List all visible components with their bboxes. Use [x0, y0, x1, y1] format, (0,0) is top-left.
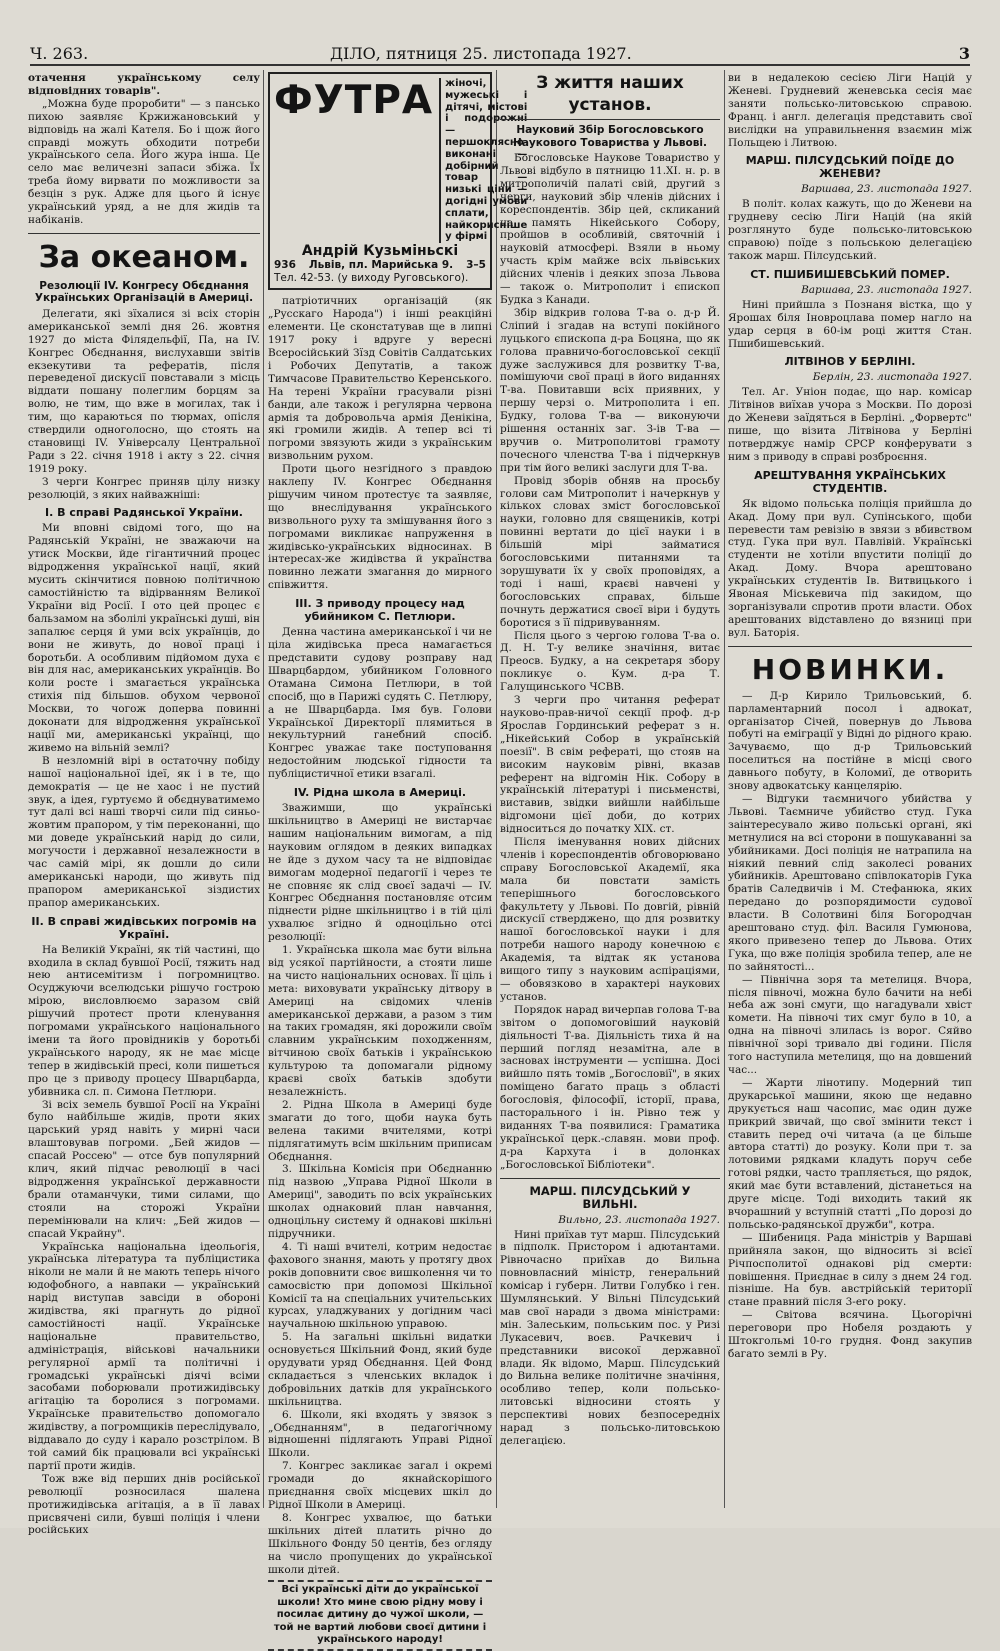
column-divider: [263, 70, 264, 1508]
ad-company-name: Андрій Кузьміньскі: [301, 243, 459, 260]
paragraph: 3. Шкільна Комісія при Обєднанню під назвою „Управа Рідної Школи в Америці", заводить по всіх українських школах однаковий план навчання, одноцільну систему й однакові шкільні підручники.: [268, 1163, 492, 1240]
news-item: — Шибениця. Рада міністрів у Варшаві прийняла закон, що відносить зі всієї Річпосполитої однакові рід смерти: повішення. Приєднає в силу з днем 24 год. пізніше. На був. австрійській території стане правний після 3-его року.: [728, 1231, 972, 1309]
news-title: СТ. ПШИБИШЕВСЬКИЙ ПОМЕР.: [750, 267, 950, 281]
paragraph: Як відомо польська поліція прийшла до Акад. Дому при вул. Супінського, щоби перевести там ревізію в звязи з вбивством студ. Гука при вул. Павлівій. Українські студенти не хотіли впустити поліції до Акад. Дому. Вчора арештовано українських студентів Ів. Витвицького і Явоная Міськевича під закидом, що зорганізували спротив проти власти. Обох арештованих відставлено до вязниці при вул. Баторія.: [728, 497, 972, 639]
paragraph: На Великій Україні, як тій частині, що входила в склад бувшої Росії, тяжить над нею антисемітизм і погромництво. Осуджуючи вселюдськи рішучо гострою мірою, висловлюємо заразом свій рішучий протест проти кленування погромами українського національного імени та його провідників у боротьбі українського народу, як не має місце тепер в жидівській пресі, коли пишеться про це з приводу процесу Шварцбарда, убивника сл. п. Симона Петлюри.: [28, 943, 260, 1098]
news-item: — Світова всячина. Цьогорічні переговори про Нобеля роздають у Штокгольмі 10-го грудня. Фонд закупив багато землі в Ру.: [728, 1309, 972, 1360]
ad-description: жіночі, мужеські і дітячі, містові і подорожні — першоклясно виконані — добірний товар — низькі ціни — догідні умови сплати, найкорисніше у фірмі: [445, 78, 528, 243]
page-number: 3: [958, 44, 970, 63]
masthead: ДІЛО, пятниця 25. листопада 1927.: [330, 44, 632, 63]
column-3: [500, 72, 720, 1506]
news-title: МАРШ. ПІЛСУДСЬКИЙ ПОЇДЕ ДО ЖЕНЕВИ?: [745, 154, 955, 181]
ad-address: Львів, пл. Марийська 9.: [308, 259, 454, 272]
news-item: — Д-р Кирило Трильовський, б. парламентарний посол і адвокат, організатор Січей, повернув до Львова побуті на еміграції у Відні до рідного краю. Зачуваємо, що д-р Трильовський поселиться на постійне в місці свого давнього побуту, в Коломиї, де отворить знову адвокатську канцелярію.: [728, 689, 972, 793]
paragraph: З черги про читання реферат науково-прав-ничої секції проф. д-р Ярослав Гординський реферат з н. „Нікейський Собор в українській поезії". В свім рефераті, що стояв на високим науковім рівні, вказав референт на відгомін Нік. Собору в українській літературі і письменстві, виставив, звідки вийшли найбільше відгомони цієї доби, до котрих відноситься до початку XIX. ст.: [500, 694, 720, 836]
column-divider: [496, 70, 497, 1508]
dateline: Варшава, 23. листопада 1927.: [801, 183, 972, 196]
column-divider: [724, 70, 725, 1508]
paragraph: Українська національна ідеольогія, українська література та публіцистика ніколи не мали й не мають теперь нічого юдофобного, а навпаки — український нарід виступав завсіди в обороні жидівства, які прагнуть до рідної самостійності нації. Українське національне правительство, адміністрація, військові начальники регулярної армії та політичні і громадські українські діячі всіми засобами поборювали протижидівську агітацію та боролися з погромами. Українське правительство допомогало жидівству, а погромщиків переслідувало, віддавало до суду і карало розстрілом. В той самий бік працювали всі українські партії проти жидів.: [28, 1240, 260, 1472]
dateline: Вильно, 23. листопада 1927.: [558, 1213, 720, 1226]
paragraph: З черги Конгрес приняв цілу низку резолюцій, з яких найважніші:: [28, 475, 260, 501]
paragraph: Після іменування нових дійсних членів і кореспондентів обговорювано справу Богословської Академії, яка мала би повстати замість теперішнього богословського факультету у Львові. По довгій, рівній дискусії стверджено, що для розвитку нашої богословської науки і для потреби нашого народу конечною є Академія, та відтак як установа вищого типу з науковим аспіраціями, — обовязково в характері наукових установ.: [500, 836, 720, 1003]
article-subtitle: Науковий Збір Богословського Наукового Товариства у Львові.: [513, 124, 707, 149]
news-title: МАРШ. ПІЛСУДСЬКИЙ У ВИЛЬНІ.: [529, 1183, 691, 1211]
paragraph: 2. Рідна Школа в Америці буде змагати до того, щоби наука буть велена такими вчителями, котрі підлягатимуть всім шкільним приписам Обєднання.: [268, 1098, 492, 1163]
paragraph: Провід зборів обняв на просьбу голови сам Митрополит і начеркнув у кількох словах зміст богословської науки, головно для священиків, котрі повинні вертати до цієї науки і в більшій мірі займатися богословськими питаннями та зорушувати їх у своїх проповідях, а тоді і наші, краєві навчені у богословських справах, більше почнуть держатися своєї віри і будуть боротися з її підривуванням.: [500, 474, 720, 629]
article-title: За океаном.: [38, 239, 250, 275]
divider: [728, 646, 972, 647]
section-heading: I. В справі Радянської України.: [45, 506, 243, 520]
paragraph: Богословське Наукове Товариство у Львові відбуло в пятницю 11.XI. н. р. в митрополичій палаті свій, другий з черги, науковий збір членів дійсних і кореспондентів. Збір цей, скликаний на память Нікейського Собору, пройшов в особливій, святочній і науковій атмосфері. Взяли в ньому участь крім майже всіх львівських дійсних членів і деяких зпоза Львова — також о. Митрополит і єпископ Будка з Канади.: [500, 152, 720, 306]
issue-number: Ч. 263.: [30, 44, 89, 63]
section-heading: III. З приводу процесу над убийником С. Петлюри.: [295, 597, 465, 624]
news-item: — Жарти лінотипу. Модерний тип друкарської машини, якою ще недавно друкується наш часопис, має один дуже прикрий звичай, що свої змінити текст і ставить перед очі читача (а це більше автора статті) до розуку. Коли при т. за лотовими рядками кладуть поруч себе готові рядки, часто трапляється, що рядок, який має бути вставлений, дістанеться на друге місце. Тоді виходить такий як вчорашний у вступній статті „По дорозі до польсько-радянської дружби", котра.: [728, 1076, 972, 1231]
article-title: З життя наших установ.: [500, 72, 720, 120]
paragraph: Нині приїхав тут марш. Пілсудський в підполк. Пристором і адютантами. Рівночасно приїхав до Вильна повновласний міністр, генеральний комісар і губерн. Литви Голубко і ген. Шумлянський. У Вільні Пілсудський мав свої наради з двома міністрами: мін. Залеським, польським пос. у Ризі Лукасевич, воєв. Рачкевич і представники високої державної влади. Як відомо, Марш. Пілсудський до Вильна велике політичне значіння, особливо тепер, коли польсько-литовські відносини стоять у перспективі нових безпосередніх нарад з польсько-литовською делегацією.: [500, 1228, 720, 1447]
ad-mark: 3–5: [466, 259, 486, 272]
paragraph: Після цього з чергою голова Т-ва о. Д. Н. Т-у велике значіння, витає Преосв. Будку, а на секретаря збору покликує о. Кум. д-ра Т. Галущинського ЧСВВ.: [500, 629, 720, 694]
page-header: [30, 42, 970, 66]
section-title-news: НОВИНКИ.: [751, 652, 949, 686]
paragraph: „Можна буде проробити" — з пансько пихою заявляє Кржижановський у відповідь на жалі Кателя. Бо і щож його справді можуть обходити потреби українського села. Його жура інша. Це село має величезні запаси збіжа. Їх треба йому вирвати по можливости за безцін з рук. Адже для цього й існує український уряд, а не для жидів та набіканів.: [28, 97, 260, 226]
paragraph: патріотичних організацій (як „Русскаго Народа") і інші реакційні елементи. Це сконстатував ще в липні 1917 року і вдруге у вересні Всеросійський Зїзд Совітів Салдатських і Робочих Депутатів, а також Тимчасове Правительство Керенського. На терені України грасували різні банди, але також і регулярна червона армія та добровольча армія Денікіна, які громили жидів. А тепер всі ті погроми звязують жиди з українським визвольним рухом.: [268, 295, 492, 463]
news-item: — Відгуки таємничого убийства у Львові. Таємниче убийство студ. Гука заінтересувало живо польські органі, які метнулися на всі сторони в пошукаванні за убийниками. Досі поліція не натрапила на ніякий певний слід заколесі рованих убийників. Арештовано співлокаторів Гука братів Саледвичів і М. Стефанюка, яких передано до розпорядимости судової власти. В Солотвині біля Богородчан арештовано студ. філ. Василя Гумюнова, якого привезено тепер до Львова. Отих Гука, що вже поліція зробила тепер, але не по зайнятості...: [728, 792, 972, 973]
paragraph: Зважимши, що українські шкільництво в Америці не вистарчає нашим національним вимогам, а під науковим оглядом в деяких випадках не йде з духом часу та не відповідає вимогам модерної педагогії і через те не сповняє як слід своєї задачі — IV. Конгрес Обєднання постановляє отсим піднести рідне шкільництво і в тій цілі ухвалює згідно й одноцільно отсі резолюції:: [268, 802, 492, 944]
fur-advertisement: [268, 72, 528, 290]
paragraph: 6. Школи, які входять у звязок з „Обєднанням", в педагогічному відношенні підлягають Управі Рідної Школи.: [268, 1408, 492, 1460]
news-title: ЛІТВІНОВ У БЕРЛІНІ.: [784, 355, 916, 369]
paragraph: Денна частина американської і чи не ціла жидівська преса намагається представити судову розправу над Шварцбардом, убийником Головного Отамана Симона Петлюри, в той спосіб, що в Парижі судять С. Петлюру, а не Шварцбарда. Імя був. Голови Української Директорії плямиться в некультурний ганебний спосіб. Конгрес уважає таке поступовання недостойним людської гідности та публіцистичної етики взагалі.: [268, 626, 492, 781]
paragraph: 4. Ті наші вчителі, котрим недостає фахового знання, мають у протягу двох років доповнити своє вишколення чи то самосвістю при допомозі Шкільної Комісії та на спеціальних учительських курсах, уладжуваних у догідним часі научальною шкільною управою.: [268, 1240, 492, 1331]
news-title: АРЕШТУВАННЯ УКРАЇНСЬКИХ СТУДЕНТІВ.: [754, 468, 946, 495]
ad-phone: Тел. 42-53. (у виходу Руговського).: [274, 271, 469, 284]
paragraph: Тел. Аг. Уніон подає, що нар. комісар Літвінов виїхав учора з Москви. По дорозі до Женеви заїдяться в Берліні. „Форвертс" пише, що візита Літвінова у Берліні потверджує намір СРСР конферувати з ним з приводу в справі розброєння.: [728, 386, 972, 463]
paragraph: В незломній вірі в остаточну побіду нашої національної ідеї, як і в те, що демократія — це не хаос і не пустий звук, а ідея, гуртуємо й обєднуватимемо тут далі всі наші творчі сили під синьо-жовтим прапором, у тім переконанні, що ми доведе український нарід до сили, могучости і державної незалежности в час самій мірі, як дошли до сили американські народи, що живуть під прапором американської зіздистих прапор американських.: [28, 754, 260, 909]
paragraph: Тож вже від перших днів російської революції розносилася шалена протижидівська агітація, а в її лавах присвячені сили, бувші поліція і члени російських: [28, 1472, 260, 1537]
paragraph: 7. Конгрес закликає загал і окремі громади до якнайскорішого приєднання своїх місцевих шкіл до Рідної Школи в Америці.: [268, 1460, 492, 1511]
column-4: [728, 72, 972, 1506]
paragraph: ви в недалекою сесією Ліги Націй у Женеві. Грудневий женевська сесія має заняти польсько-литовською справою. Франц. і англ. делегація представить свої вислідки на управильнення взаємин між Польщею і Литвою.: [728, 72, 972, 149]
paragraph: 1. Українська школа має бути вільна від усякої партійности, а стояти лише на чисто національних основах. Її ціль і мета: виховувати українську дітвору в Америці на свідомих членів американської держави, а разом з тим на таких громадян, які дорожили своїм славним українським походженням, вітчиною своїх батьків і українською культурою та допомагали рідному краєві своїх батьків здобути незалежність.: [268, 944, 492, 1098]
article-tail: отачення українському селу відповідних товарів".: [28, 72, 260, 97]
ad-number: 936: [274, 259, 296, 272]
paragraph: 8. Конгрес ухвалює, що батьки шкільних дітей платить річно до Шкільного Фонду 50 центів, без огляду на число пропущених до української школи дітей.: [268, 1511, 492, 1576]
paragraph: Зі всіх земель бувшої Росії на Україні було найбільше жидів, проти яких царський уряд навіть у мирні часи влаштовував погроми. „Бей жидов — спасай Россею" — отсе був популярний клич, який підчас революції в часі відродження української державности брали отаманчуки, тими силами, що стояли на сторожі України перемінювали на клич: „Бей жидов — спасай Украйну".: [28, 1098, 260, 1240]
paragraph: Порядок нарад вичерпав голова Т-ва звітом о допомоговіший науковій діяльності Т-ва. Діяльність тиха й на перший погляд незамітна, але в засновах інструменти — успішна. Досі вийшло пять томів „Богословії", в яких поміщено багато праць з області богословія, філософії, історії, права, пасторального і ін. Рівно теж у виданнях Т-ва появилися: Граматика української церк.-славян. мови проф. д-ра Кархута і в долонках „Богословської Бібліотеки".: [500, 1003, 720, 1171]
ad-headline: ФУТРА: [274, 78, 441, 243]
divider: [28, 233, 260, 234]
paragraph: 5. На загальні шкільні видатки основується Шкільний Фонд, який буде орудувати уряд Обєднання. Цей Фонд складається з членських вкладок і добровільних датків для українського шкільництва.: [268, 1331, 492, 1408]
section-heading: II. В справі жидівських погромів на Україні.: [31, 914, 257, 941]
dateline: Варшава, 23. листопада 1927.: [801, 283, 972, 296]
paragraph: Збір відкрив голова Т-ва о. д-р Й. Сліпий і згадав на вступі покійного луцького єпископа д-ра Боцяна, що як голова правничо-богословської секції дуже заслужився для розвитку Т-ва, помішуючи свої праці в його виданнях Т-ва. Повитавши всіх приявних, у першу черзі о. Митрополита і еп. Будку, голова Т-ва — виконуючи рішення останніх заг. З-ів Т-ва — вручив о. Митрополитові грамоту почесного членства Т-ва і підчеркнув при тім його великі заслуги для Т-ва.: [500, 306, 720, 474]
section-heading: IV. Рідна школа в Америці.: [293, 786, 467, 800]
paragraph: Делегати, які зїхалися зі всіх сторін американської землі дня 26. жовтня 1927 до міста Філядельфії, Па, на IV. Конгрес Обєднання, вислухавши звітів екзекутиви та рефератів, після переведеної дискусії повставали з місць віддати пошану полеглим борцям за волю, не тим, що вже в могилах, так і тим, що караються по тюрмах, опісля ствердили одноголосно, що стоять на становищі IV. Універсалу Центральної Ради з 22. січня 1918 і акту з 22. січня 1919 року.: [28, 307, 260, 475]
column-1: [28, 72, 260, 1537]
paragraph: Нині прийшла з Познаня вістка, що у Ярошах біля Іновроцлава помер нагло на удар серця в 60-ім році життя Стан. Пшибишевський.: [728, 298, 972, 350]
article-subtitle: Резолюції IV. Конгресу Обєднання Українських Організацій в Америці.: [34, 279, 254, 305]
school-appeal-box: Всі українські діти до української школи! Хто мине свою рідну мову і посилає дитину до чужої школи, — той не вартий любови своєї дитини і українського народу!: [268, 1580, 492, 1651]
divider: [500, 1178, 720, 1179]
paragraph: Проти цього незгідного з правдою наклепу IV. Конгрес Обєднання рішучим чином протестує та заявляє, що внеслідування українського визвольного руху та змішування його з погромами викликає напруження в жидівсько-українських відносинах. В інтересах-же жидівства й українства повинно лежати змагання до мирного співжиття.: [268, 463, 492, 592]
column-2: [268, 72, 528, 1646]
paragraph: В політ. колах кажуть, що до Женеви на грудневу сесію Ліги Націй (на якій розглянуто буде польсько-литовською справою) поїде з польською делегацією також марш. Пілсудський.: [728, 198, 972, 262]
dateline: Берлін, 23. листопада 1927.: [812, 371, 972, 384]
paragraph: Ми вповні свідомі того, що на Радянській Україні, не зважаючи на утиск Москви, йде гігантичний процес відродження української нації, який мусить скінчитися повною політичною самостійністю та відірванням Великої України від Росії. І ото цей процес є бальзамом на зболілі українські душі, він запалює серця й уми всіх українців, до вони не живуть, до нової праці і боротьби. А особливим підйомом духа є він для нас, американських українців. Во коли росте і змагається українська стихія під більшов. обухом червоної Москви, то чогож доперва повинні доконати для відродження української нації ми, американські українці, що живемо на вільній землі?: [28, 522, 260, 754]
news-item: — Північна зоря та метелиця. Вчора, після півночі, можна було бачити на небі неба аж зоні смуги, що нагадували хвіст комети. На півночі тих смуг було в 10, а одна на півночі злилась із ворог. Сяйво північної зорі тривало дві години. Після того наступила метелиця, що на довшений час...: [728, 973, 972, 1076]
